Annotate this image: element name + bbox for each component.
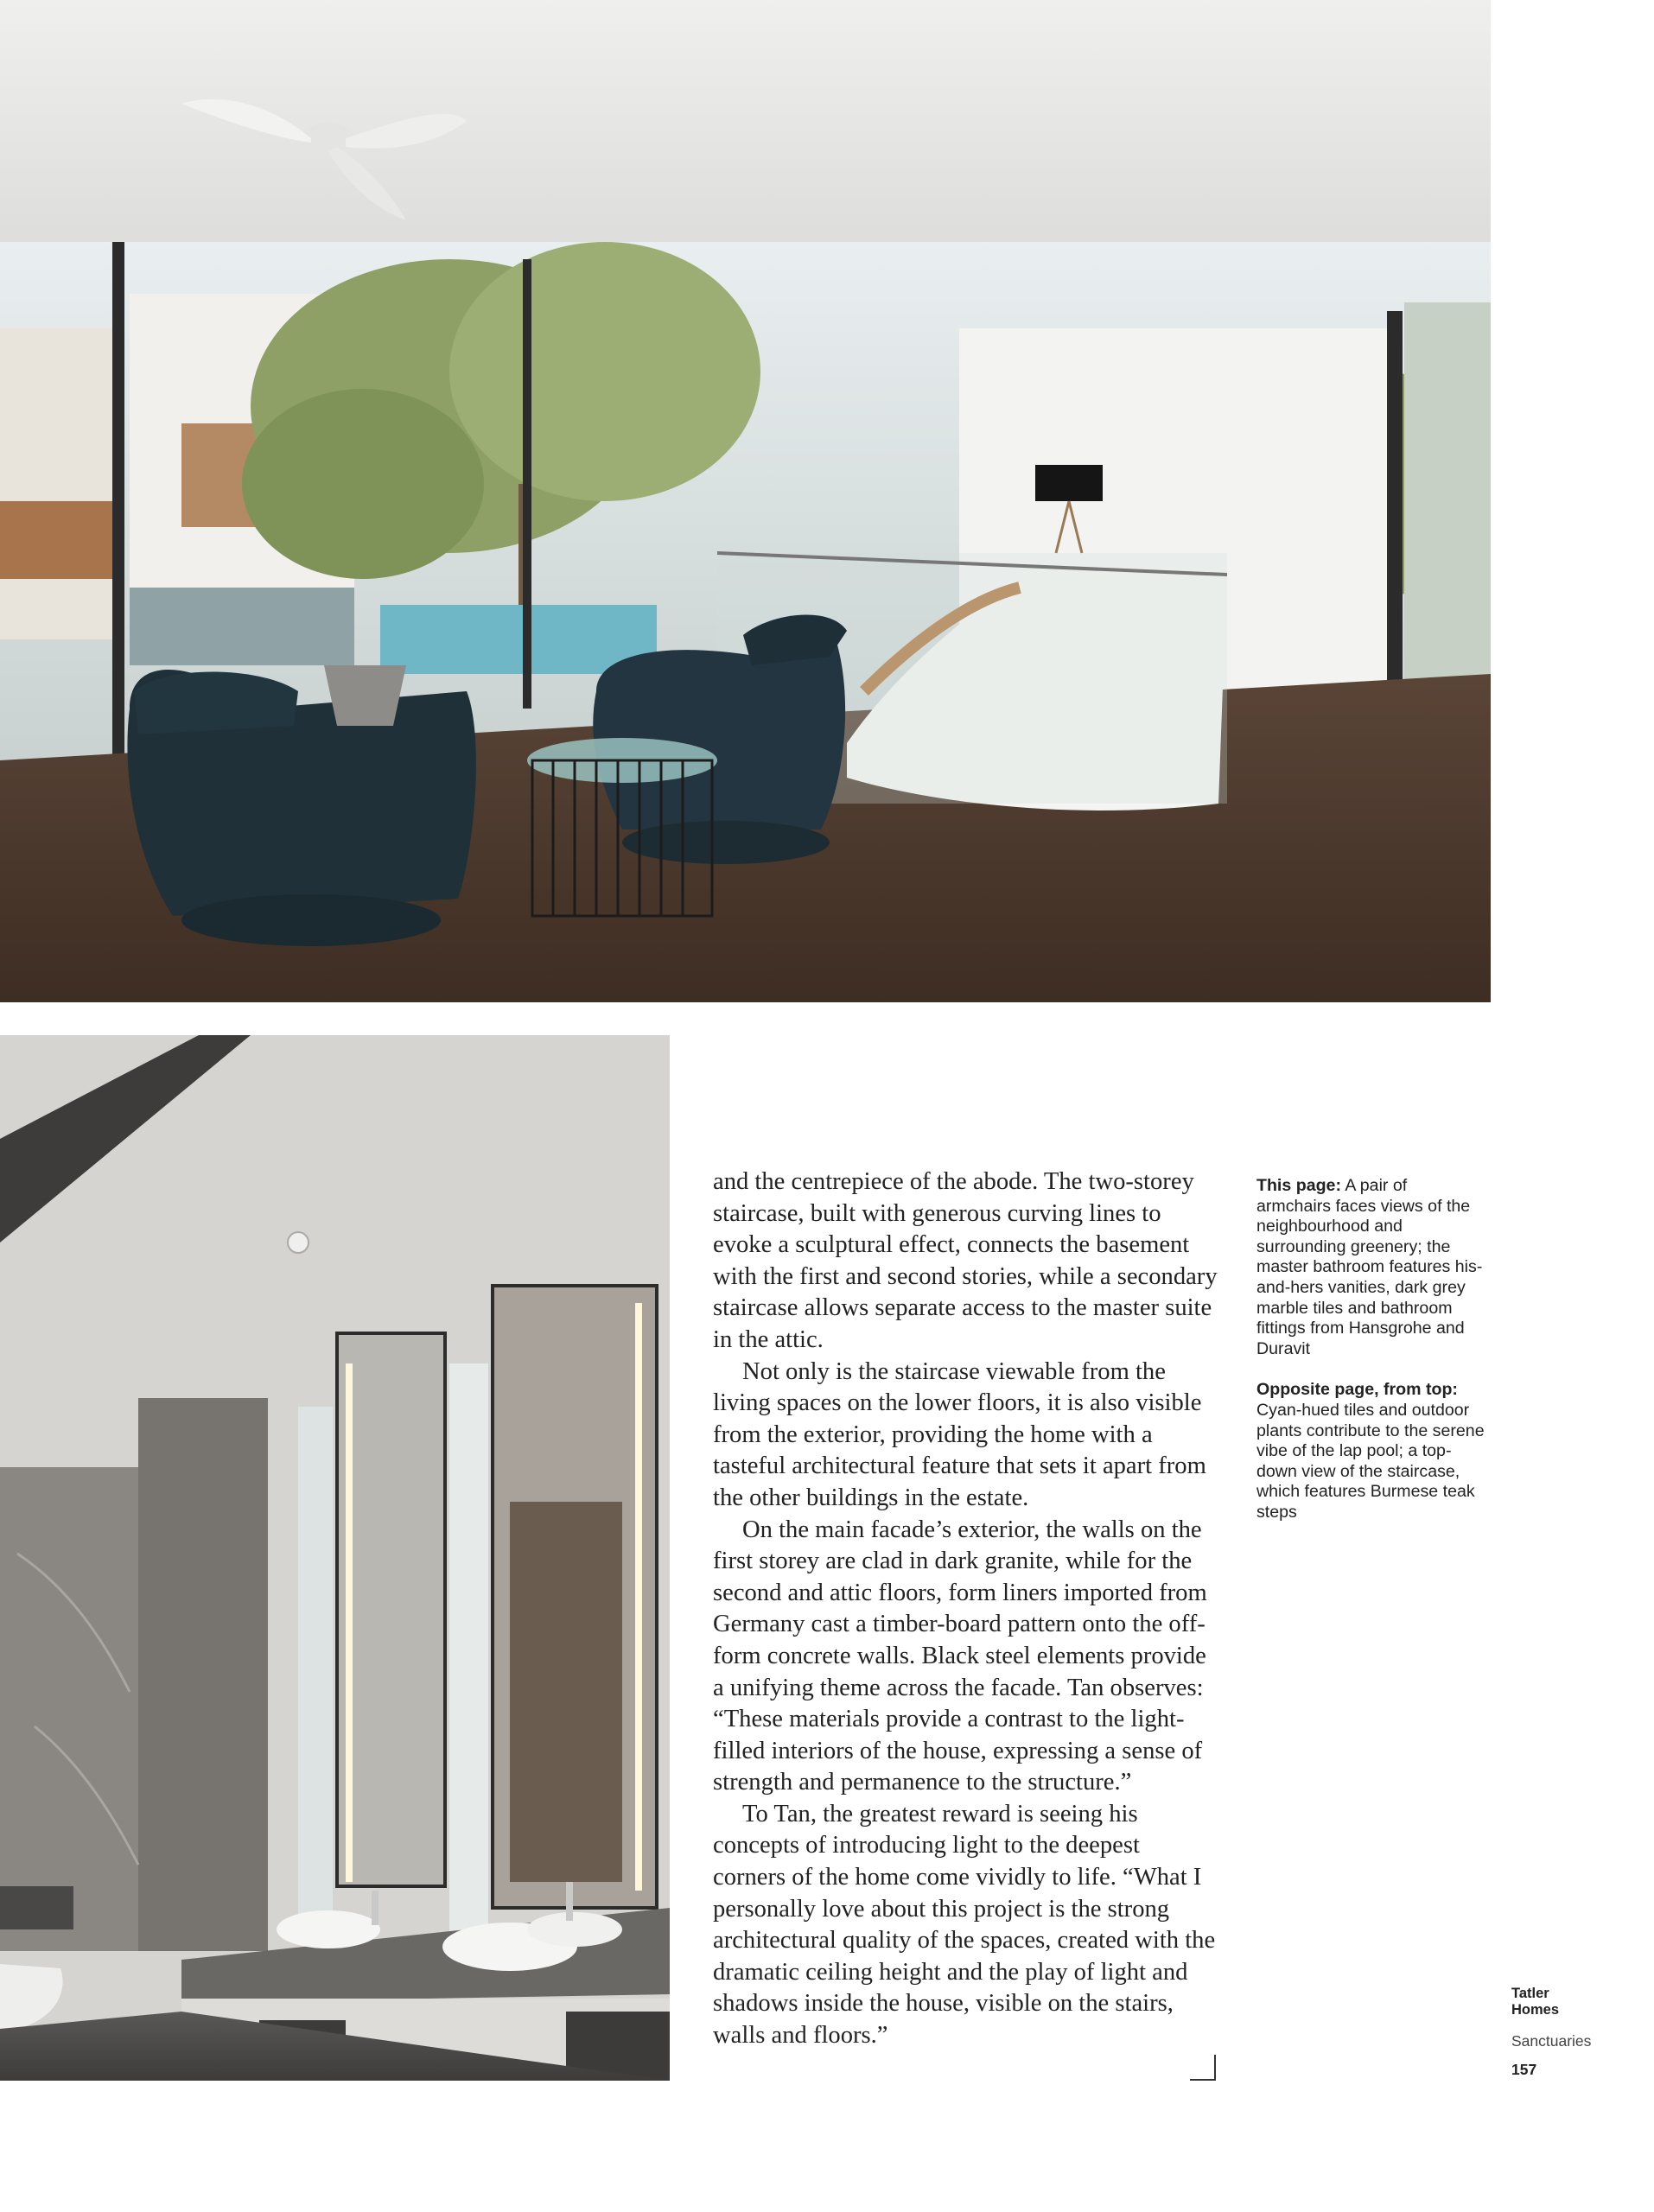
caption-text: A pair of armchairs faces views of the neighbourhood and surrounding greenery; the master bathroom features his-and-hers vanities, dark grey marble tiles and bathroom fittings from Hansgrohe and Duravit [1256,1176,1483,1358]
body-paragraph: Not only is the staircase viewable from the living spaces on the lower floors, it is also visible from the exterior, providing the home with a tasteful architectural feature that sets it apart from the other buildings in the estate. [713,1357,1206,1511]
caption-this-page [1256,1176,1485,1359]
magazine-name-line: Homes [1511,2002,1560,2018]
caption-opposite-page [1256,1380,1485,1522]
living-room-photo [0,0,1491,1002]
magazine-name-line: Tatler [1511,1986,1549,2001]
end-of-article-mark [1190,2055,1216,2081]
page-number: 157 [1511,2061,1537,2078]
article-body [713,1166,1218,2052]
page-folio [1511,1986,1641,2079]
body-paragraph: On the main facade’s exterior, the walls on the first storey are clad in dark granite, while for the second and attic floors, form liners imported from Germany cast a timber-board pattern onto the off-form concrete walls. Black steel elements provide a unifying theme across the facade. Tan observes: “These materials provide a contrast to the light-filled interiors of the house, expressing a sense of strength and permanence to the structure.” [713,1516,1207,1796]
body-paragraph: and the centrepiece of the abode. The two-storey staircase, built with generous curving lines to evoke a sculptural effect, connects the basement with the first and second stories, while a secondary staircase allows separate access to the master suite in the attic. [713,1168,1218,1353]
caption-label: This page: [1256,1176,1341,1195]
section-name: Sanctuaries [1511,2032,1592,2050]
master-bathroom-photo [0,1035,670,2081]
photo-captions [1256,1176,1485,1544]
body-paragraph: To Tan, the greatest reward is seeing his concepts of introducing light to the deepest corners of the home come vividly to life. “What I personally love about this project is the strong architectural quality of the spaces, created with the dramatic ceiling height and the play of light and shadows inside the house, visible on the stairs, walls and floors.” [713,1800,1216,2050]
magazine-name [1511,1986,1641,2018]
caption-label: Opposite page, from top: [1256,1380,1458,1400]
caption-text: Cyan-hued tiles and outdoor plants contribute to the serene vibe of the lap pool; a top-down view of the staircase, which features Burmese teak steps [1256,1400,1485,1522]
